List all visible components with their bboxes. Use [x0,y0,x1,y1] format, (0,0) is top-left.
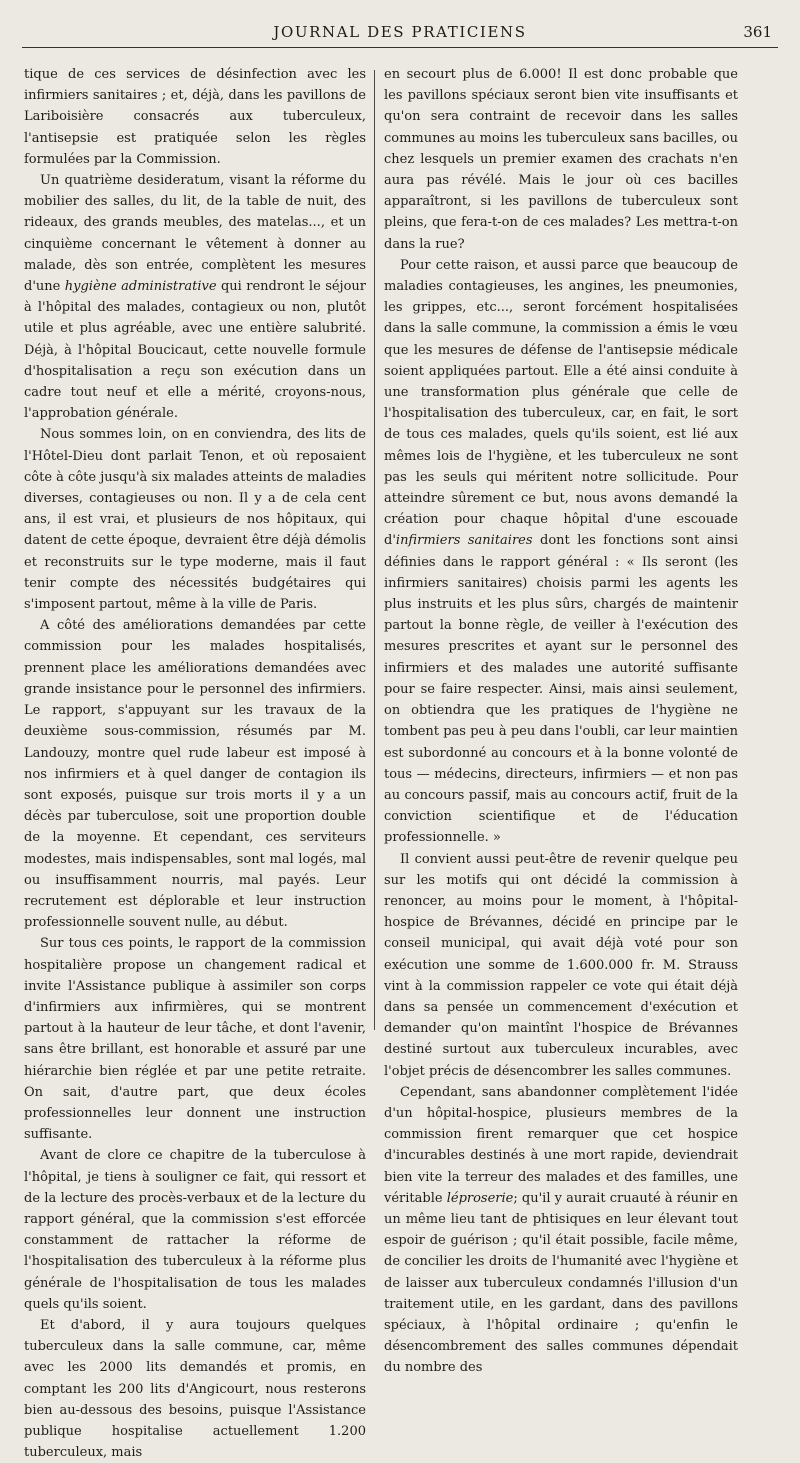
paragraph: Et d'abord, il y aura toujours quelques tuberculeux dans la salle commune, car, même avec les 2000 lits demandés et promis, en comptant les 200 lits d'Angicourt, nous resterons bien au-dessous des besoins, puisque l'Assistance publique hospitalise actuellement 1.200 tuberculeux, mais [24,1317,366,1461]
paragraph-text: dont les fonctions sont ainsi définies dans le rapport général : « Ils seront (les infirmiers sanitaires) choisis parmi les agents les plus instruits et les plus sûrs, chargés de maintenir partout la bonne règle, de veiller à l'exécution des mesures prescrites et ayant sur le personnel des infirmiers et des malades une autorité suffisante pour se faire respecter. Ainsi, mais ainsi seulement, on obtiendra que les pratiques de l'hygiène ne tombent pas peu à peu dans l'oubli, car leur maintien est subordonné au concours et à la bonne volonté de tous — médecins, directeurs, infirmiers — et non pas au concours passif, mais au concours actif, fruit de la conviction scientifique et de l'éducation professionnelle. » [384,533,738,846]
paragraph-text: Cependant, sans abandonner complètement l'idée d'un hôpital-hospice, plusieurs membres de la commission firent remarquer que cet hospice d'incurables destinés à une mort rapide, deviendrait bien vite la terreur des malades et des familles, une véritable [384,1084,738,1206]
paragraph: en secourt plus de 6.000! Il est donc probable que les pavillons spéciaux seront bien vite insuffisants et qu'on sera contraint de recevoir dans les salles communes au moins les tuberculeux sans bacilles, ou chez lesquels un premier examen des crachats n'en aura pas révélé. Mais le jour où ces bacilles apparaîtront, si les pavillons de tuberculeux sont pleins, que fera-t-on de ces malades? Les mettra-t-on dans la rue? [384,67,738,252]
paragraph: Avant de clore ce chapitre de la tuberculose à l'hôpital, je tiens à souligner ce fait, qui ressort et de la lecture des procès-verbaux et de la lecture du rapport général, que la commission s'est efforcée constamment de rattacher la réforme de l'hospitalisation des tuberculeux à la réforme plus générale de l'hospitalisation de tous les malades quels qu'ils soient. [24,1148,366,1312]
paragraph: tique de ces services de désinfection avec les infirmiers sanitaires ; et, déjà, dans les pavillons de Lariboisière consacrés aux tuberculeux, l'antisepsie est pratiquée selon les règles formulées par la Commission. [24,67,366,167]
paragraph-text: qui rendront le séjour à l'hôpital des malades, contagieux ou non, plutôt utile et plus agréable, avec une entière salubrité. Déjà, à l'hôpital Boucicaut, cette nouvelle formule d'hospitalisation a reçu son exécution dans un cadre tout neuf et elle a mérité, croyons-nous, l'approbation générale. [24,279,366,422]
paragraph: Il convient aussi peut-être de revenir quelque peu sur les motifs qui ont décidé la commission à renoncer, au moins pour le moment, à l'hôpital-hospice de Brévannes, décidé en principe par le conseil municipal, qui avait déjà voté pour son exécution une somme de 1.600.000 fr. M. Strauss vint à la commission rappeler ce vote qui était déjà dans sa pensée un commencement d'exécution et demander qu'on maintînt l'hospice de Brévannes destiné surtout aux tuberculeux incurables, avec l'objet précis de désencombrer les salles communes. [384,851,738,1079]
paragraph-text: ; qu'il y aurait cruauté à réunir en un même lieu tant de phtisiques en leur élevant tout espoir de guérison ; qu'il était possible, facile même, de concilier les droits de l'humanité avec l'hygiène et de laisser aux tuberculeux condamnés l'illusion d'un traitement utile, en les gardant, dans des pavillons spéciaux, à l'hôpital ordinaire ; qu'enfin le désencombrement des salles communes dépendait du nombre des [384,1190,738,1376]
header-rule [22,47,778,48]
paragraph-text: Un quatrième desideratum, visant la réforme du mobilier des salles, du lit, de la table de nuit, des rideaux, des grands meubles, des matelas..., et un cinquième concernant le vêtement à donner au malade, dès son entrée, complètent les mesures d'une [24,173,366,295]
emphasis-text: léproserie [446,1190,514,1206]
column-divider [374,70,375,1030]
paragraph-text: Pour cette raison, et aussi parce que beaucoup de maladies contagieuses, les angines, les pneumonies, les grippes, etc..., seront forcément hospitalisées dans la salle commune, la commission a émis le vœu que les mesures de défense de l'antisepsie médicale soient appliquées partout. Elle a été ainsi conduite à une transformation plus générale que celle de l'hospitalisation des tuberculeux, car, en fait, le sort de tous ces malades, quels qu'ils soient, est lié aux mêmes lois de l'hygiène, et les tuberculeux ne sont pas les seuls qui méritent notre sollicitude. Pour atteindre sûrement ce but, nous avons demandé la création pour chaque hôpital d'une escouade d' [384,257,738,549]
paragraph [384,1082,738,1379]
page-number: 361 [743,23,772,41]
left-column [24,64,366,1461]
paragraph: Sur tous ces points, le rapport de la commission hospitalière propose un changement radical et invite l'Assistance publique à assimiler son corps d'infirmiers aux infirmières, qui se montrent partout à la hauteur de leur tâche, et dont l'avenir, sans être brillant, est honorable et assuré par une hiérarchie bien réglée et par une petite retraite. On sait, d'autre part, que deux écoles professionnelles leur donnent une instruction suffisante. [24,936,366,1143]
paragraph: A côté des améliorations demandées par cette commission pour les malades hospitalisés, prennent place les améliorations demandées avec grande insistance pour le personnel des infirmiers. Le rapport, s'appuyant sur les travaux de la deuxième sous-commission, résumés par M. Landouzy, montre quel rude labeur est imposé à nos infirmiers et à quel danger de contagion ils sont exposés, puisque sur trois morts il y a un décès par tuberculose, soit une proportion double de la moyenne. Et cependant, ces serviteurs modestes, mais indispensables, sont mal logés, mal ou insuffisamment nourris, mal payés. Leur recrutement est déplorable et leur instruction professionnelle souvent nulle, au début. [24,618,366,931]
paragraph: Nous sommes loin, on en conviendra, des lits de l'Hôtel-Dieu dont parlait Tenon, et où reposaient côte à côte jusqu'à six malades atteints de maladies diverses, contagieuses ou non. Il y a de cela cent ans, il est vrai, et plusieurs de nos hôpitaux, qui datent de cette époque, devraient être déjà démolis et reconstruits sur le type moderne, mais il faut tenir compte des nécessités budgétaires qui s'imposent partout, même à la ville de Paris. [24,427,366,613]
emphasis-text: infirmiers sanitaires [395,533,533,549]
paragraph [384,255,738,849]
paragraph [24,170,366,424]
right-column [384,64,738,1376]
running-header [0,22,800,42]
emphasis-text: hygiène administrative [64,279,217,295]
journal-title: JOURNAL DES PRATICIENS [273,23,527,41]
